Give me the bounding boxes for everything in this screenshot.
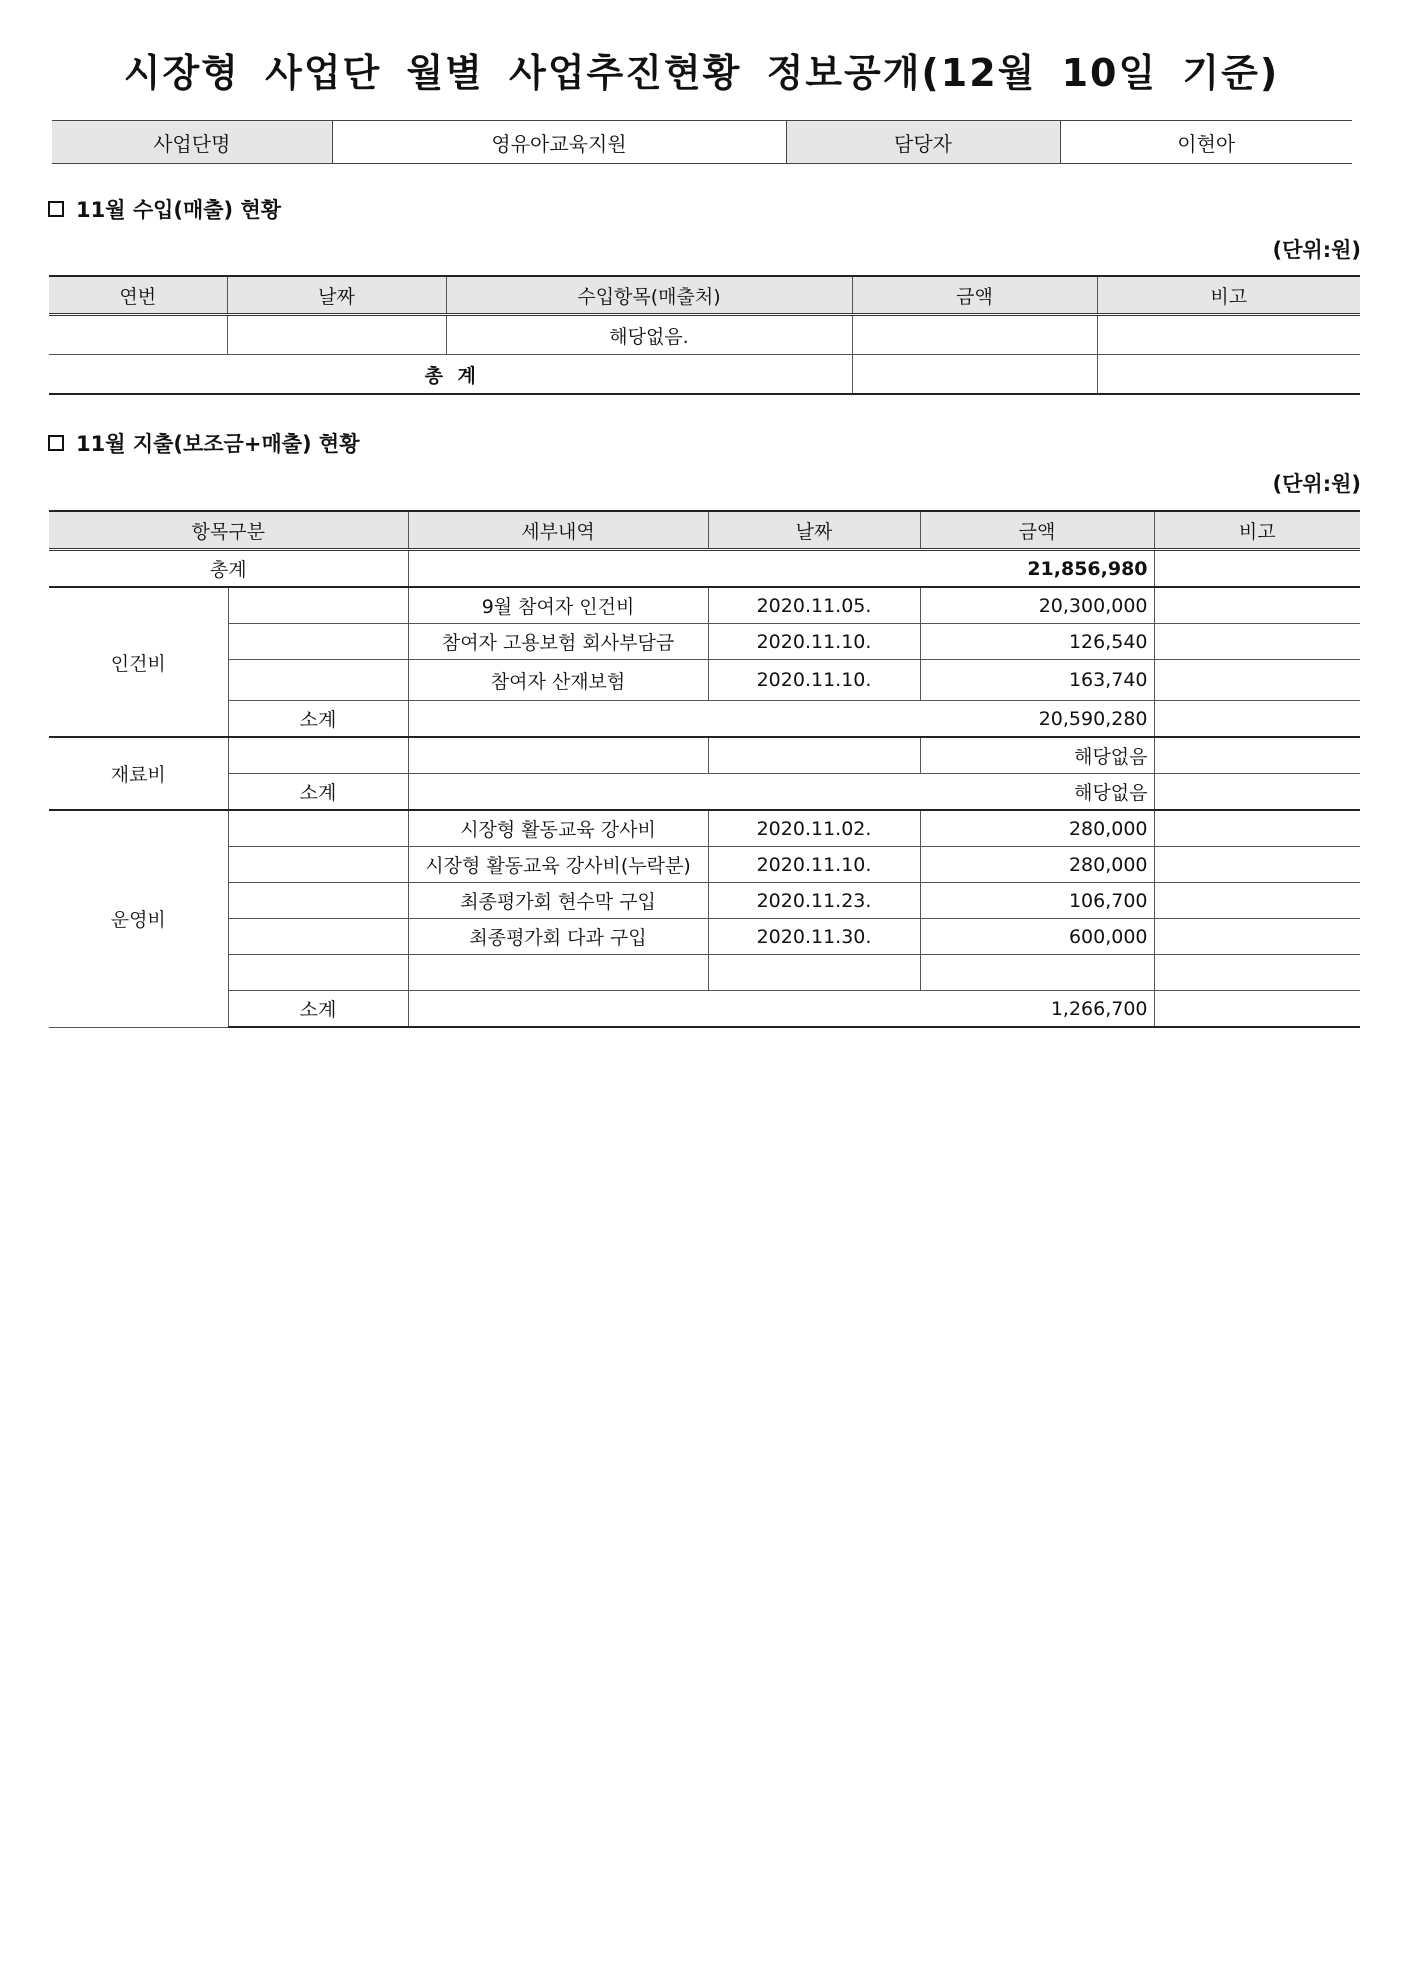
expense-table	[49, 510, 1360, 1028]
income-header-item: 수입항목(매출처)	[446, 276, 852, 315]
table-row: 운영비 시장형 활동교육 강사비 2020.11.02. 280,000	[49, 810, 1360, 847]
income-header-no: 연번	[49, 276, 227, 315]
expense-header-date: 날짜	[708, 511, 920, 550]
manager-label: 담당자	[786, 121, 1060, 164]
subtotal-label: 소계	[228, 701, 408, 738]
income-header-amount: 금액	[852, 276, 1097, 315]
table-row	[49, 955, 1360, 991]
business-info-table	[52, 120, 1352, 164]
table-row: 최종평가회 다과 구입 2020.11.30. 600,000	[49, 919, 1360, 955]
table-row: 최종평가회 현수막 구입 2020.11.23. 106,700	[49, 883, 1360, 919]
square-bullet-icon	[48, 435, 64, 451]
subtotal-row	[49, 991, 1360, 1028]
table-row: 참여자 산재보험 2020.11.10. 163,740	[49, 660, 1360, 701]
income-unit: (단위:원)	[1272, 238, 1361, 262]
table-row: 인건비 9월 참여자 인건비 2020.11.05. 20,300,000	[49, 587, 1360, 624]
manager-value: 이현아	[1060, 121, 1352, 164]
income-table	[49, 275, 1360, 395]
table-row: 참여자 고용보험 회사부담금 2020.11.10. 126,540	[49, 624, 1360, 660]
expense-header-category: 항목구분	[49, 511, 408, 550]
income-header-date: 날짜	[227, 276, 446, 315]
table-row: 시장형 활동교육 강사비(누락분) 2020.11.10. 280,000	[49, 847, 1360, 883]
personnel-subtotal: 20,590,280	[408, 701, 1154, 738]
subtotal-label: 소계	[228, 991, 408, 1028]
subtotal-label: 소계	[228, 774, 408, 811]
square-bullet-icon	[48, 201, 64, 217]
category-personnel: 인건비	[49, 587, 228, 737]
income-header-note: 비고	[1097, 276, 1360, 315]
table-row: 재료비 해당없음	[49, 737, 1360, 774]
expense-section-title: 11월 지출(보조금+매출) 현황	[48, 428, 360, 458]
grand-total-label: 총계	[49, 550, 408, 588]
category-materials: 재료비	[49, 737, 228, 810]
expense-header-amount: 금액	[920, 511, 1154, 550]
expense-header-note: 비고	[1154, 511, 1360, 550]
grand-total-row	[49, 550, 1360, 588]
page-title: 시장형 사업단 월별 사업추진현황 정보공개(12월 10일 기준)	[123, 51, 1280, 95]
biz-name-label: 사업단명	[52, 121, 332, 164]
expense-header-detail: 세부내역	[408, 511, 708, 550]
grand-total-amount: 21,856,980	[408, 550, 1154, 588]
subtotal-row	[49, 701, 1360, 738]
subtotal-row	[49, 774, 1360, 811]
materials-subtotal: 해당없음	[408, 774, 1154, 811]
table-row	[49, 315, 1360, 355]
operating-subtotal: 1,266,700	[408, 991, 1154, 1028]
income-total-label: 총 계	[49, 355, 852, 395]
expense-unit: (단위:원)	[1272, 472, 1361, 496]
biz-name-value: 영유아교육지원	[332, 121, 786, 164]
income-total-row	[49, 355, 1360, 395]
category-operating: 운영비	[49, 810, 228, 1027]
income-section-title: 11월 수입(매출) 현황	[48, 194, 281, 224]
income-item-cell: 해당없음.	[446, 315, 852, 355]
